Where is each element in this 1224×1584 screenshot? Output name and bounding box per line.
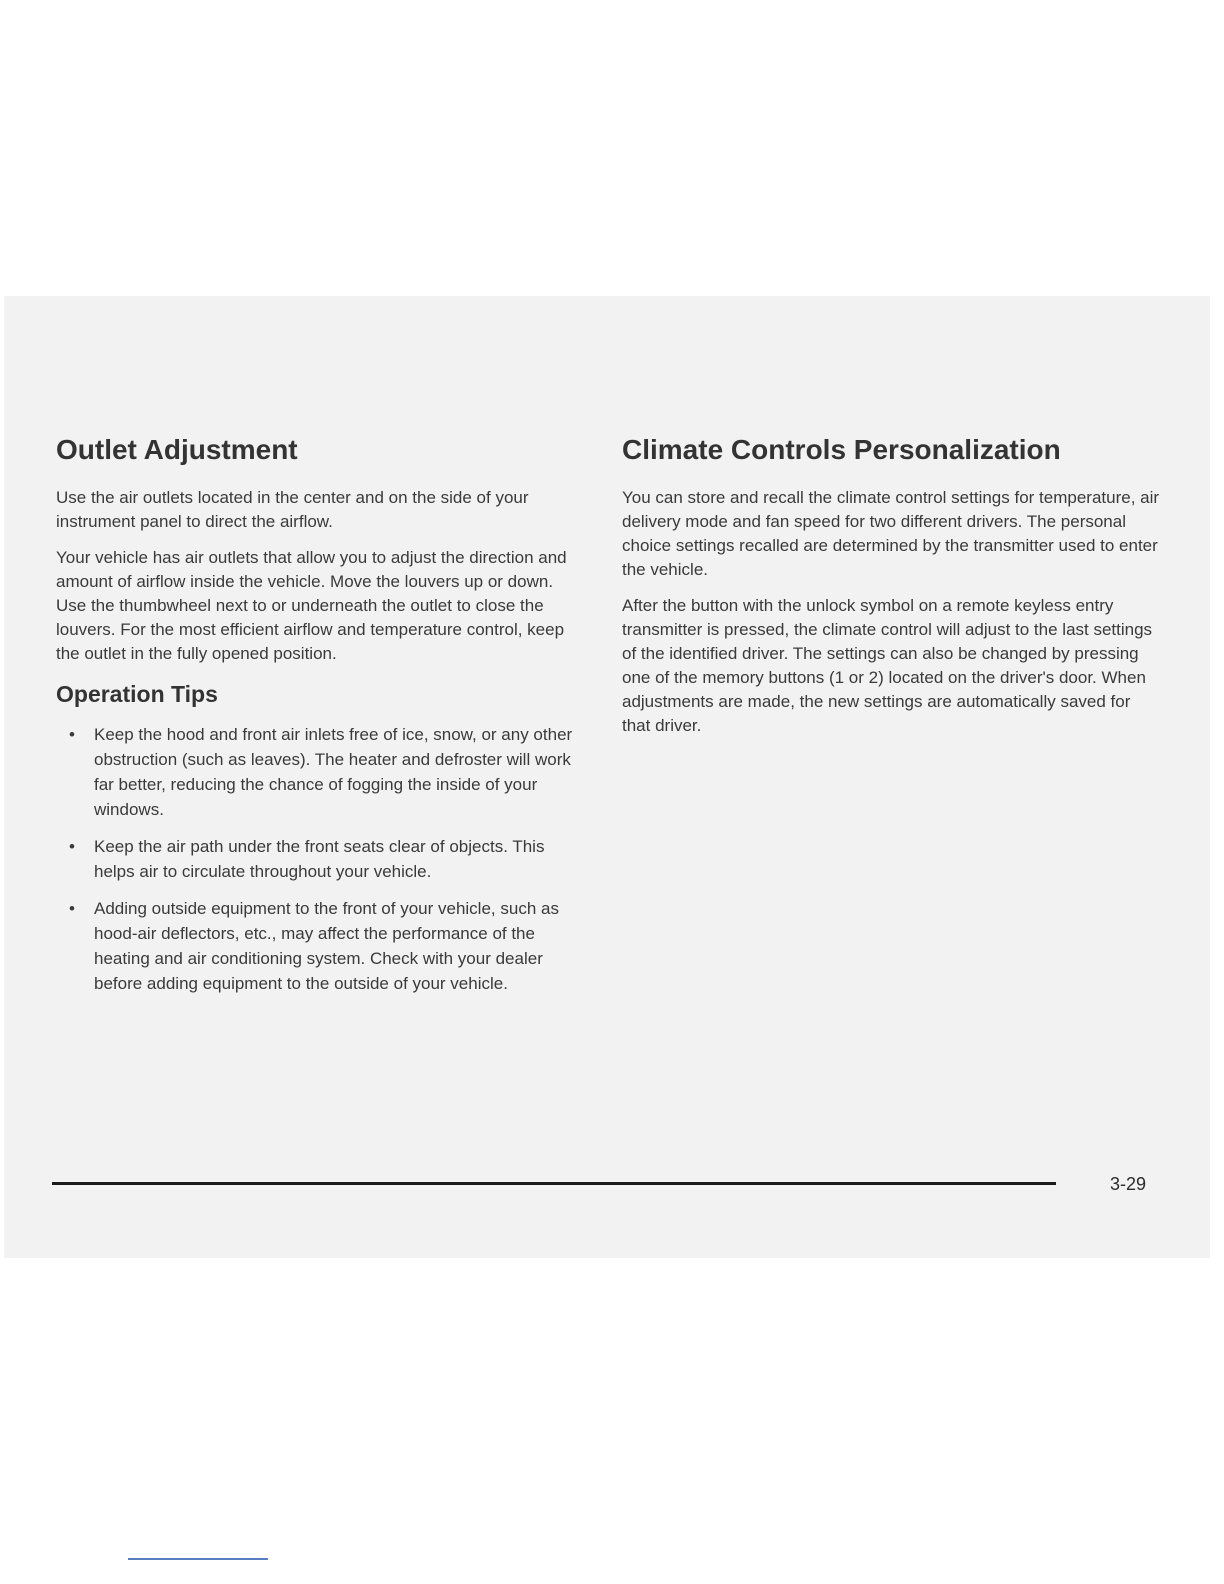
left-column: [56, 430, 586, 1008]
bullet-icon: •: [69, 899, 75, 918]
list-item: [56, 896, 586, 996]
outlet-adjustment-heading: Outlet Adjustment: [56, 434, 298, 465]
list-item: [56, 722, 586, 822]
page-number: 3-29: [1110, 1174, 1147, 1194]
personalization-paragraph-1: You can store and recall the climate control settings for temperature, air delivery mode and fan speed for two different drivers. The personal choice settings recalled are determined by the transmitter used to enter the vehicle.: [622, 488, 1160, 579]
list-item: [56, 834, 586, 884]
personalization-paragraph-2: After the button with the unlock symbol on a remote keyless entry transmitter is pressed, the climate control will adjust to the last settings of the identified driver. The settings can also be changed by pressing one of the memory buttons (1 or 2) located on the driver's door. When adjustments are made, the new settings are automatically saved for that driver.: [622, 596, 1153, 735]
climate-personalization-heading: Climate Controls Personalization: [622, 434, 1061, 465]
bottom-divider: [128, 1558, 268, 1560]
outlet-paragraph-1: Use the air outlets located in the center and on the side of your instrument panel to direct the airflow.: [56, 488, 529, 531]
bullet-icon: •: [69, 837, 75, 856]
footer-divider: [52, 1182, 1056, 1185]
tip-text: Adding outside equipment to the front of your vehicle, such as hood-air deflectors, etc., may affect the performance of the heating and air conditioning system. Check with your dealer before adding equipment to the outside of your vehicle.: [94, 899, 559, 993]
tip-text: Keep the hood and front air inlets free of ice, snow, or any other obstruction (such as leaves). The heater and defroster will work far better, reducing the chance of fogging the inside of your windows.: [94, 725, 573, 819]
tip-text: Keep the air path under the front seats clear of objects. This helps air to circulate throughout your vehicle.: [94, 837, 545, 881]
bullet-icon: •: [69, 725, 75, 744]
operation-tips-list: [56, 722, 586, 996]
outlet-paragraph-2: Your vehicle has air outlets that allow you to adjust the direction and amount of airflow inside the vehicle. Move the louvers up or down. Use the thumbwheel next to or underneath the outlet to close the louvers. For the most efficient airflow and temperature control, keep the outlet in the fully opened position.: [56, 548, 567, 663]
right-column: [622, 430, 1162, 750]
operation-tips-heading: Operation Tips: [56, 681, 218, 707]
